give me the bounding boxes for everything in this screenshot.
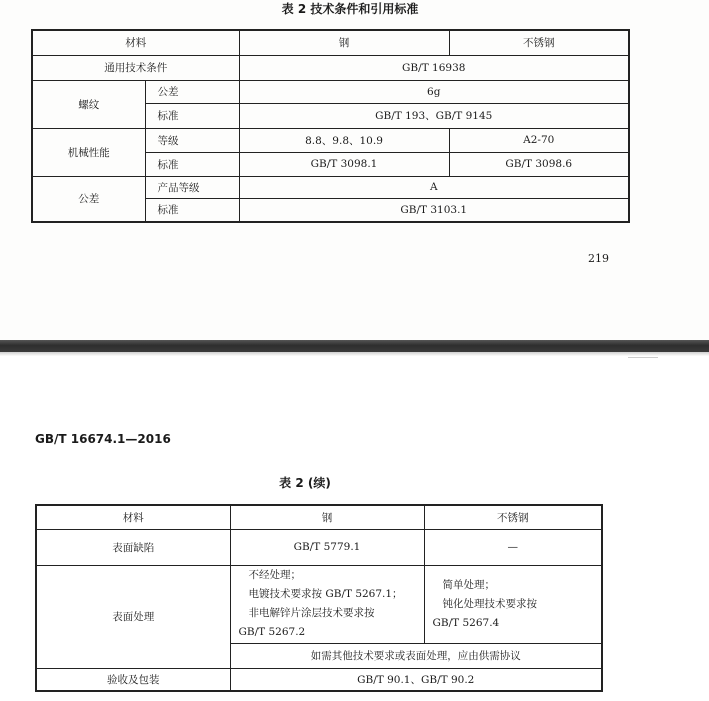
steel-line: 电镀技术要求按 GB/T 5267.1； xyxy=(248,588,403,600)
acceptance-value: GB/T 90.1、GB/T 90.2 xyxy=(230,668,602,691)
mechanical-grade-stainless: A2-70 xyxy=(449,128,629,152)
surface-treatment-stainless xyxy=(424,565,602,643)
page-divider-shadow xyxy=(0,352,709,356)
general-label: 通用技术条件 xyxy=(32,55,239,80)
table-row xyxy=(32,55,629,80)
mechanical-standard-steel: GB/T 3098.1 xyxy=(239,152,449,176)
table-row xyxy=(32,128,629,152)
acceptance-label: 验收及包装 xyxy=(36,668,230,691)
tolerance-standard-label: 标准 xyxy=(145,198,239,222)
general-value: GB/T 16938 xyxy=(239,55,629,80)
thread-label: 螺纹 xyxy=(32,80,145,128)
surface-defects-label: 表面缺陷 xyxy=(36,529,230,565)
header-steel: 钢 xyxy=(230,505,424,529)
scan-mark xyxy=(628,357,658,358)
mechanical-label: 机械性能 xyxy=(32,128,145,176)
surface-treatment-steel xyxy=(230,565,424,643)
header-material: 材料 xyxy=(32,30,239,55)
page-divider xyxy=(0,340,709,352)
mechanical-standard-label: 标准 xyxy=(145,152,239,176)
table-header-row xyxy=(36,505,602,529)
page-number: 219 xyxy=(588,252,609,265)
tolerance-label: 公差 xyxy=(32,176,145,222)
table-header-row xyxy=(32,30,629,55)
table-caption-continued: 表 2 (续) xyxy=(279,476,331,490)
table-caption: 表 2 技术条件和引用标准 xyxy=(281,2,419,16)
surface-treatment-label: 表面处理 xyxy=(36,565,230,668)
header-stainless: 不锈钢 xyxy=(449,30,629,55)
header-material: 材料 xyxy=(36,505,230,529)
header-steel: 钢 xyxy=(239,30,449,55)
thread-tolerance-label: 公差 xyxy=(145,80,239,103)
surface-defects-stainless: — xyxy=(424,529,602,565)
table-row xyxy=(32,80,629,103)
thread-tolerance-value: 6g xyxy=(239,80,629,103)
page-top xyxy=(0,0,709,340)
stainless-line: 钝化处理技术要求按 xyxy=(442,597,537,610)
thread-standard-label: 标准 xyxy=(145,103,239,128)
mechanical-grade-steel: 8.8、9.8、10.9 xyxy=(239,128,449,152)
technical-conditions-table-continued xyxy=(35,504,603,692)
mechanical-standard-stainless: GB/T 3098.6 xyxy=(449,152,629,176)
steel-line: GB/T 5267.2 xyxy=(238,626,306,638)
standard-number-header: GB/T 16674.1—2016 xyxy=(35,432,171,446)
tolerance-product-grade-value: A xyxy=(239,176,629,198)
steel-line: 不经处理； xyxy=(248,569,301,581)
table-row xyxy=(32,176,629,198)
stainless-line: GB/T 5267.4 xyxy=(432,616,500,629)
mechanical-grade-label: 等级 xyxy=(145,128,239,152)
thread-standard-value: GB/T 193、GB/T 9145 xyxy=(239,103,629,128)
table-row xyxy=(36,565,602,643)
surface-treatment-note: 如需其他技术要求或表面处理，应由供需协议 xyxy=(230,643,602,668)
table-row xyxy=(36,668,602,691)
tolerance-product-grade-label: 产品等级 xyxy=(145,176,239,198)
steel-line: 非电解锌片涂层技术要求按 xyxy=(248,607,375,619)
stainless-line: 简单处理； xyxy=(442,578,495,591)
technical-conditions-table xyxy=(31,29,630,223)
surface-defects-steel: GB/T 5779.1 xyxy=(230,529,424,565)
table-row xyxy=(36,529,602,565)
tolerance-standard-value: GB/T 3103.1 xyxy=(239,198,629,222)
header-stainless: 不锈钢 xyxy=(424,505,602,529)
